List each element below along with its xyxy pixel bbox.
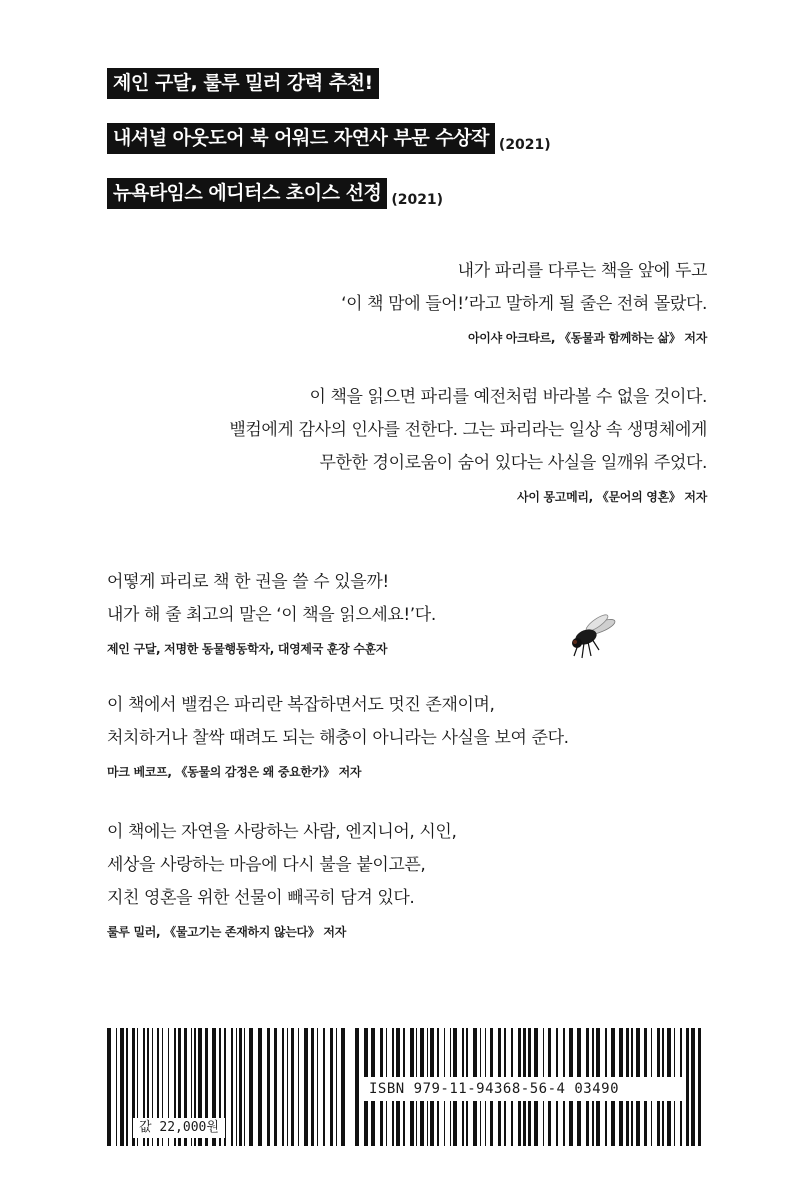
barcode-stripe [231,1028,233,1146]
quote-attribution: 마크 베코프, 《동물의 감정은 왜 중요한가》 저자 [107,765,362,779]
barcode-stripe [249,1028,253,1146]
quote-line: 어떻게 파리로 책 한 권을 쓸 수 있을까! [107,572,389,592]
barcode-stripe [298,1028,299,1146]
barcode-stripe [244,1028,245,1146]
barcode-stripe [311,1028,314,1146]
blurb-quote-5 [107,816,456,941]
barcode-stripe [304,1028,308,1146]
quote-line: 세상을 사랑하는 마음에 다시 불을 붙이고픈, [107,855,426,875]
quote-line: 이 책을 읽으면 파리를 예전처럼 바라볼 수 없을 것이다. [309,387,707,407]
quote-attribution: 사이 몽고메리, 《문어의 영혼》 저자 [517,490,707,504]
quote-line: 이 책에는 자연을 사랑하는 사람, 엔지니어, 시인, [107,822,457,842]
isbn-number: ISBN 979-11-94368-56-4 03490 [363,1077,685,1101]
badge-line-3 [107,178,551,209]
blurb-quote-3 [107,566,436,658]
recommendation-badge: 제인 구달, 룰루 밀러 강력 추천! [107,68,379,99]
barcode-stripe [236,1028,237,1146]
barcode-stripe [341,1028,345,1146]
barcode-stripe [116,1028,117,1146]
barcode-stripe [330,1028,333,1146]
quote-attribution: 아이샤 아크타르, 《동물과 함께하는 삶》 저자 [467,331,707,345]
quote-attribution: 제인 구달, 저명한 동물행동학자, 대영제국 훈장 수훈자 [107,642,388,656]
award-badges [107,68,551,233]
barcode-stripe [239,1028,242,1146]
barcode-stripe [258,1028,262,1146]
award-badge: 내셔널 아웃도어 북 어워드 자연사 부문 수상작 [107,123,495,154]
badge-line-2 [107,123,551,154]
quote-line: 내가 파리를 다루는 책을 앞에 두고 [457,261,707,281]
quote-line: 내가 해 줄 최고의 말은 ‘이 책을 읽으세요!’다. [107,605,436,625]
barcode-stripe [274,1028,277,1146]
barcode-stripe [317,1028,318,1146]
editors-choice-badge: 뉴욕타임스 에디터스 초이스 선정 [107,178,387,209]
editors-choice-year: (2021) [391,192,444,208]
quote-line: 무한한 경이로움이 숨어 있다는 사실을 일깨워 주었다. [319,453,707,473]
award-year: (2021) [498,137,551,153]
barcode-stripe [267,1028,270,1146]
quote-line: 지친 영혼을 위한 선물이 빼곡히 담겨 있다. [107,888,415,908]
quote-line: ‘이 책 맘에 들어!’라고 말하게 될 줄은 전혀 몰랐다. [341,294,707,314]
barcode-stripe [107,1028,111,1146]
barcode-stripe [686,1028,689,1146]
barcode-stripe [323,1028,325,1146]
barcode-stripe [355,1028,359,1146]
barcode-area [107,1028,707,1146]
blurb-quote-1 [341,255,707,347]
blurb-quote-4 [107,689,569,781]
quote-attribution: 룰루 밀러, 《물고기는 존재하지 않는다》 저자 [107,925,347,939]
barcode-stripe [336,1028,337,1146]
quote-line: 이 책에서 밸컴은 파리란 복잡하면서도 멋진 존재이며, [107,695,495,715]
price-label: 값 22,000원 [133,1118,225,1138]
quote-line: 처치하거나 찰싹 때려도 되는 해충이 아니라는 사실을 보여 준다. [107,728,569,748]
badge-line-1 [107,68,551,99]
quote-line: 밸컴에게 감사의 인사를 전한다. 그는 파리라는 일상 속 생명체에게 [229,420,707,440]
fly-illustration-icon [566,612,618,660]
barcode-stripe [120,1028,124,1146]
blurb-quote-2 [229,381,707,506]
barcode-stripe [126,1028,128,1146]
barcode-stripe [698,1028,701,1146]
barcode-stripe [287,1028,288,1146]
barcode-stripe [291,1028,294,1146]
barcode-stripe [691,1028,695,1146]
barcode-stripe [282,1028,284,1146]
